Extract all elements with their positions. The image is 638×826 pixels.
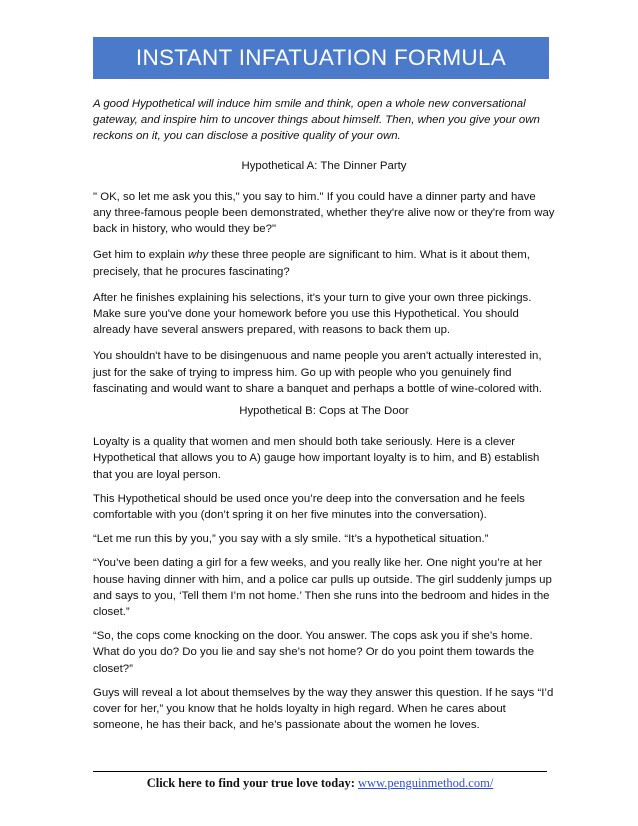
section-a-paragraph-2: After he finishes explaining his selections, it's your turn to give your own three pickings. Make sure you've done your homework before you use this Hypothetical. You should already have several answers prepared, with reasons to back them up. [93,291,532,337]
section-a-heading: Hypothetical A: The Dinner Party [241,159,407,172]
section-a-paragraph-1: " OK, so let me ask you this," you say to him." If you could have a dinner party and have any three-famous people been demonstrated, whether they're alive now or they're from way back in history, who would they be?" [93,190,555,236]
footer-divider [93,771,547,772]
section-a-why-paragraph [93,247,555,279]
section-a-paragraph-3: You shouldn't have to be disingenuous and name people you aren't actually interested in, just for the sake of trying to impress him. Go up with people who you genuinely find fascinating and would want to share a banquet and perhaps a bottle of wine-colored with. [93,350,542,395]
footer-link[interactable]: www.penguinmethod.com/ [358,776,494,790]
footer [93,776,547,791]
page-title: INSTANT INFATUATION FORMULA [135,45,507,70]
title-banner [93,37,549,79]
section-b-paragraph-3: “Let me run this by you,” you say with a sly smile. “It’s a hypothetical situation.” [93,533,489,546]
footer-text: Click here to find your true love today: [146,776,359,790]
why-text-before: Get him to explain [93,249,188,262]
why-text-after: these three people are significant to him. What is it about them, precisely, that he procures fascinating? [93,249,530,278]
intro-paragraph: A good Hypothetical will induce him smile and think, open a whole new conversational gateway, and inspire him to uncover things about himself. Then, when you give your own reckons on it, you can disclose a positive quality of your own. [93,98,540,143]
section-b-paragraph-6: Guys will reveal a lot about themselves by the way they answer this question. If he says “I’d cover for her,” you know that he holds loyalty in high regard. When he cares about someone, he has their back, and he’s passionate about the women he loves. [93,686,554,732]
section-b-paragraph-5: “So, the cops come knocking on the door. You answer. The cops ask you if she’s home. What do you do? Do you lie and say she’s not home? Or do you point them towards the closet?” [93,630,535,675]
document-body [93,96,555,742]
section-b-paragraph-2: This Hypothetical should be used once you’re deep into the conversation and he feels comfortable with you (don’t spring it on her five minutes into the conversation). [93,492,525,522]
section-b-paragraph-1: Loyalty is a quality that women and men should both take seriously. Here is a clever Hypothetical that allows you to A) gauge how important loyalty is to him, and B) establish that you are loyal person. [93,436,540,481]
section-b-paragraph-4: “You’ve been dating a girl for a few weeks, and you really like her. One night you’re at her house having dinner with him, and a police car pulls up outside. The girl suddenly jumps up and says to you, ‘Tell them I’m not home.’ Then she runs into the bedroom and hides in the closet.” [93,557,552,619]
section-b-heading: Hypothetical B: Cops at The Door [239,405,409,418]
why-emphasis: why [187,249,209,262]
